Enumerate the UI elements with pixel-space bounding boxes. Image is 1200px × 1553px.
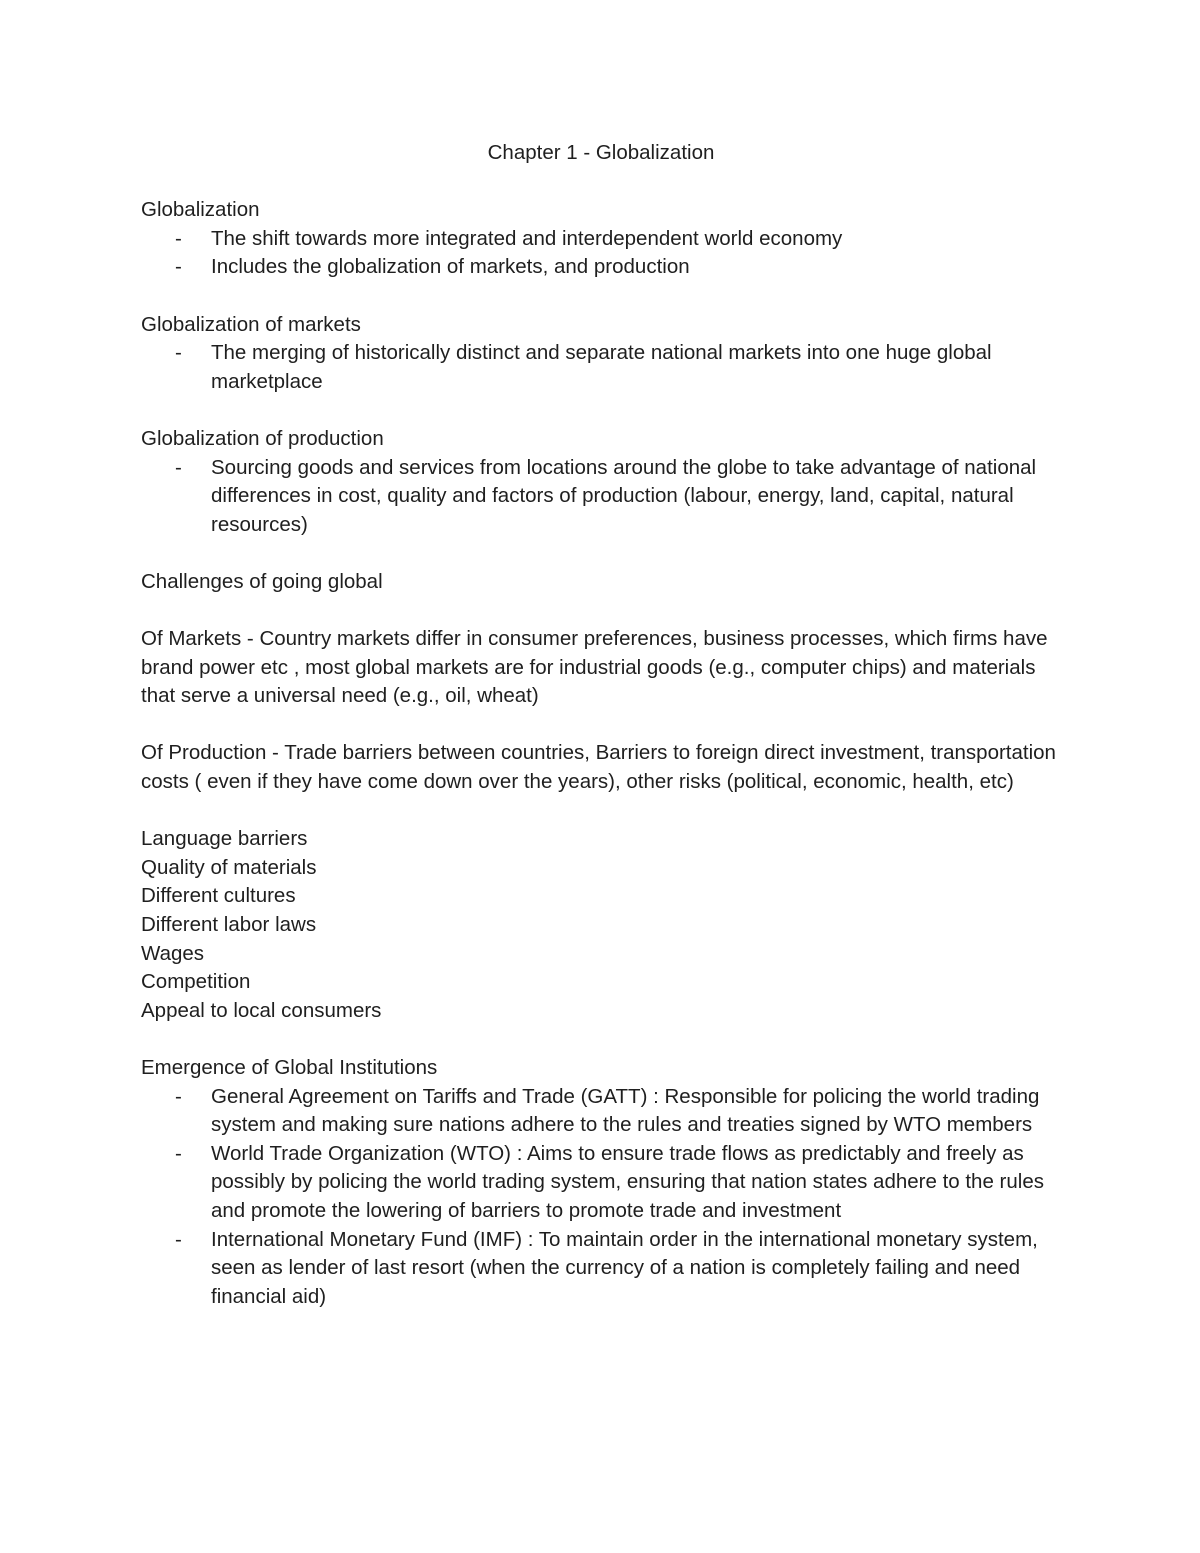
bullet-dash: -	[175, 341, 182, 365]
bullet-dash: -	[175, 255, 182, 279]
document-page	[141, 139, 1061, 1311]
spacer	[141, 282, 1061, 311]
spacer	[141, 396, 1061, 425]
challenge-item: Different labor laws	[141, 913, 317, 937]
bullet-dash: -	[175, 455, 182, 479]
challenges-list	[141, 825, 1061, 1025]
list-item-text: The shift towards more integrated and interdependent world economy	[211, 226, 843, 250]
spacer	[141, 1025, 1061, 1054]
list-item	[141, 1140, 1061, 1226]
list-item-text: Includes the globalization of markets, and production	[211, 255, 690, 279]
challenge-item: Wages	[141, 941, 205, 965]
bullet-dash: -	[175, 1141, 182, 1165]
challenge-item: Appeal to local consumers	[141, 998, 382, 1022]
section-heading-production: Globalization of production	[141, 426, 384, 450]
bullet-dash: -	[175, 226, 182, 250]
challenge-item: Language barriers	[141, 827, 308, 851]
list-item-text: World Trade Organization (WTO) : Aims to ensure trade flows as predictably and freely as possibly by policing the world trading system, ensuring that nation states adhere to the rules and promote the lowering of barriers to promote trade and investment	[211, 1141, 1044, 1222]
list-item	[141, 1226, 1061, 1312]
bullet-list-production	[141, 454, 1061, 540]
spacer	[141, 797, 1061, 826]
list-item-text: International Monetary Fund (IMF) : To maintain order in the international monetary system, seen as lender of last resort (when the currency of a nation is completely failing and need financial aid)	[211, 1227, 1038, 1308]
bullet-list-globalization	[141, 225, 1061, 282]
bullet-list-institutions	[141, 1083, 1061, 1312]
challenge-item: Quality of materials	[141, 855, 317, 879]
section-heading-globalization: Globalization	[141, 198, 260, 222]
list-item-text: Sourcing goods and services from locations around the globe to take advantage of national differences in cost, quality and factors of production (labour, energy, land, capital, natural resources)	[211, 455, 1037, 536]
challenge-item: Competition	[141, 970, 251, 994]
challenge-item: Different cultures	[141, 884, 296, 908]
spacer	[141, 539, 1061, 568]
section-heading-challenges: Challenges of going global	[141, 569, 383, 593]
list-item-text: The merging of historically distinct and separate national markets into one huge global marketplace	[211, 341, 992, 393]
list-item	[141, 1083, 1061, 1140]
paragraph-of-markets: Of Markets - Country markets differ in consumer preferences, business processes, which firms have brand power etc , most global markets are for industrial goods (e.g., computer chips) and materials that serve a universal need (e.g., oil, wheat)	[141, 627, 1048, 708]
list-item-text: General Agreement on Tariffs and Trade (GATT) : Responsible for policing the world trading system and making sure nations adhere to the rules and treaties signed by WTO members	[211, 1084, 1040, 1137]
list-item	[141, 225, 1061, 254]
list-item	[141, 253, 1061, 282]
list-item	[141, 339, 1061, 396]
bullet-list-markets	[141, 339, 1061, 396]
spacer	[141, 168, 1061, 197]
list-item	[141, 454, 1061, 540]
paragraph-of-production: Of Production - Trade barriers between countries, Barriers to foreign direct investment, transportation costs ( even if they have come down over the years), other risks (political, economic, health, etc)	[141, 741, 1056, 794]
section-heading-markets: Globalization of markets	[141, 312, 361, 336]
page-title: Chapter 1 - Globalization	[487, 141, 715, 164]
bullet-dash: -	[175, 1084, 182, 1108]
bullet-dash: -	[175, 1227, 182, 1251]
spacer	[141, 597, 1061, 626]
section-heading-institutions: Emergence of Global Institutions	[141, 1056, 438, 1079]
spacer	[141, 711, 1061, 740]
